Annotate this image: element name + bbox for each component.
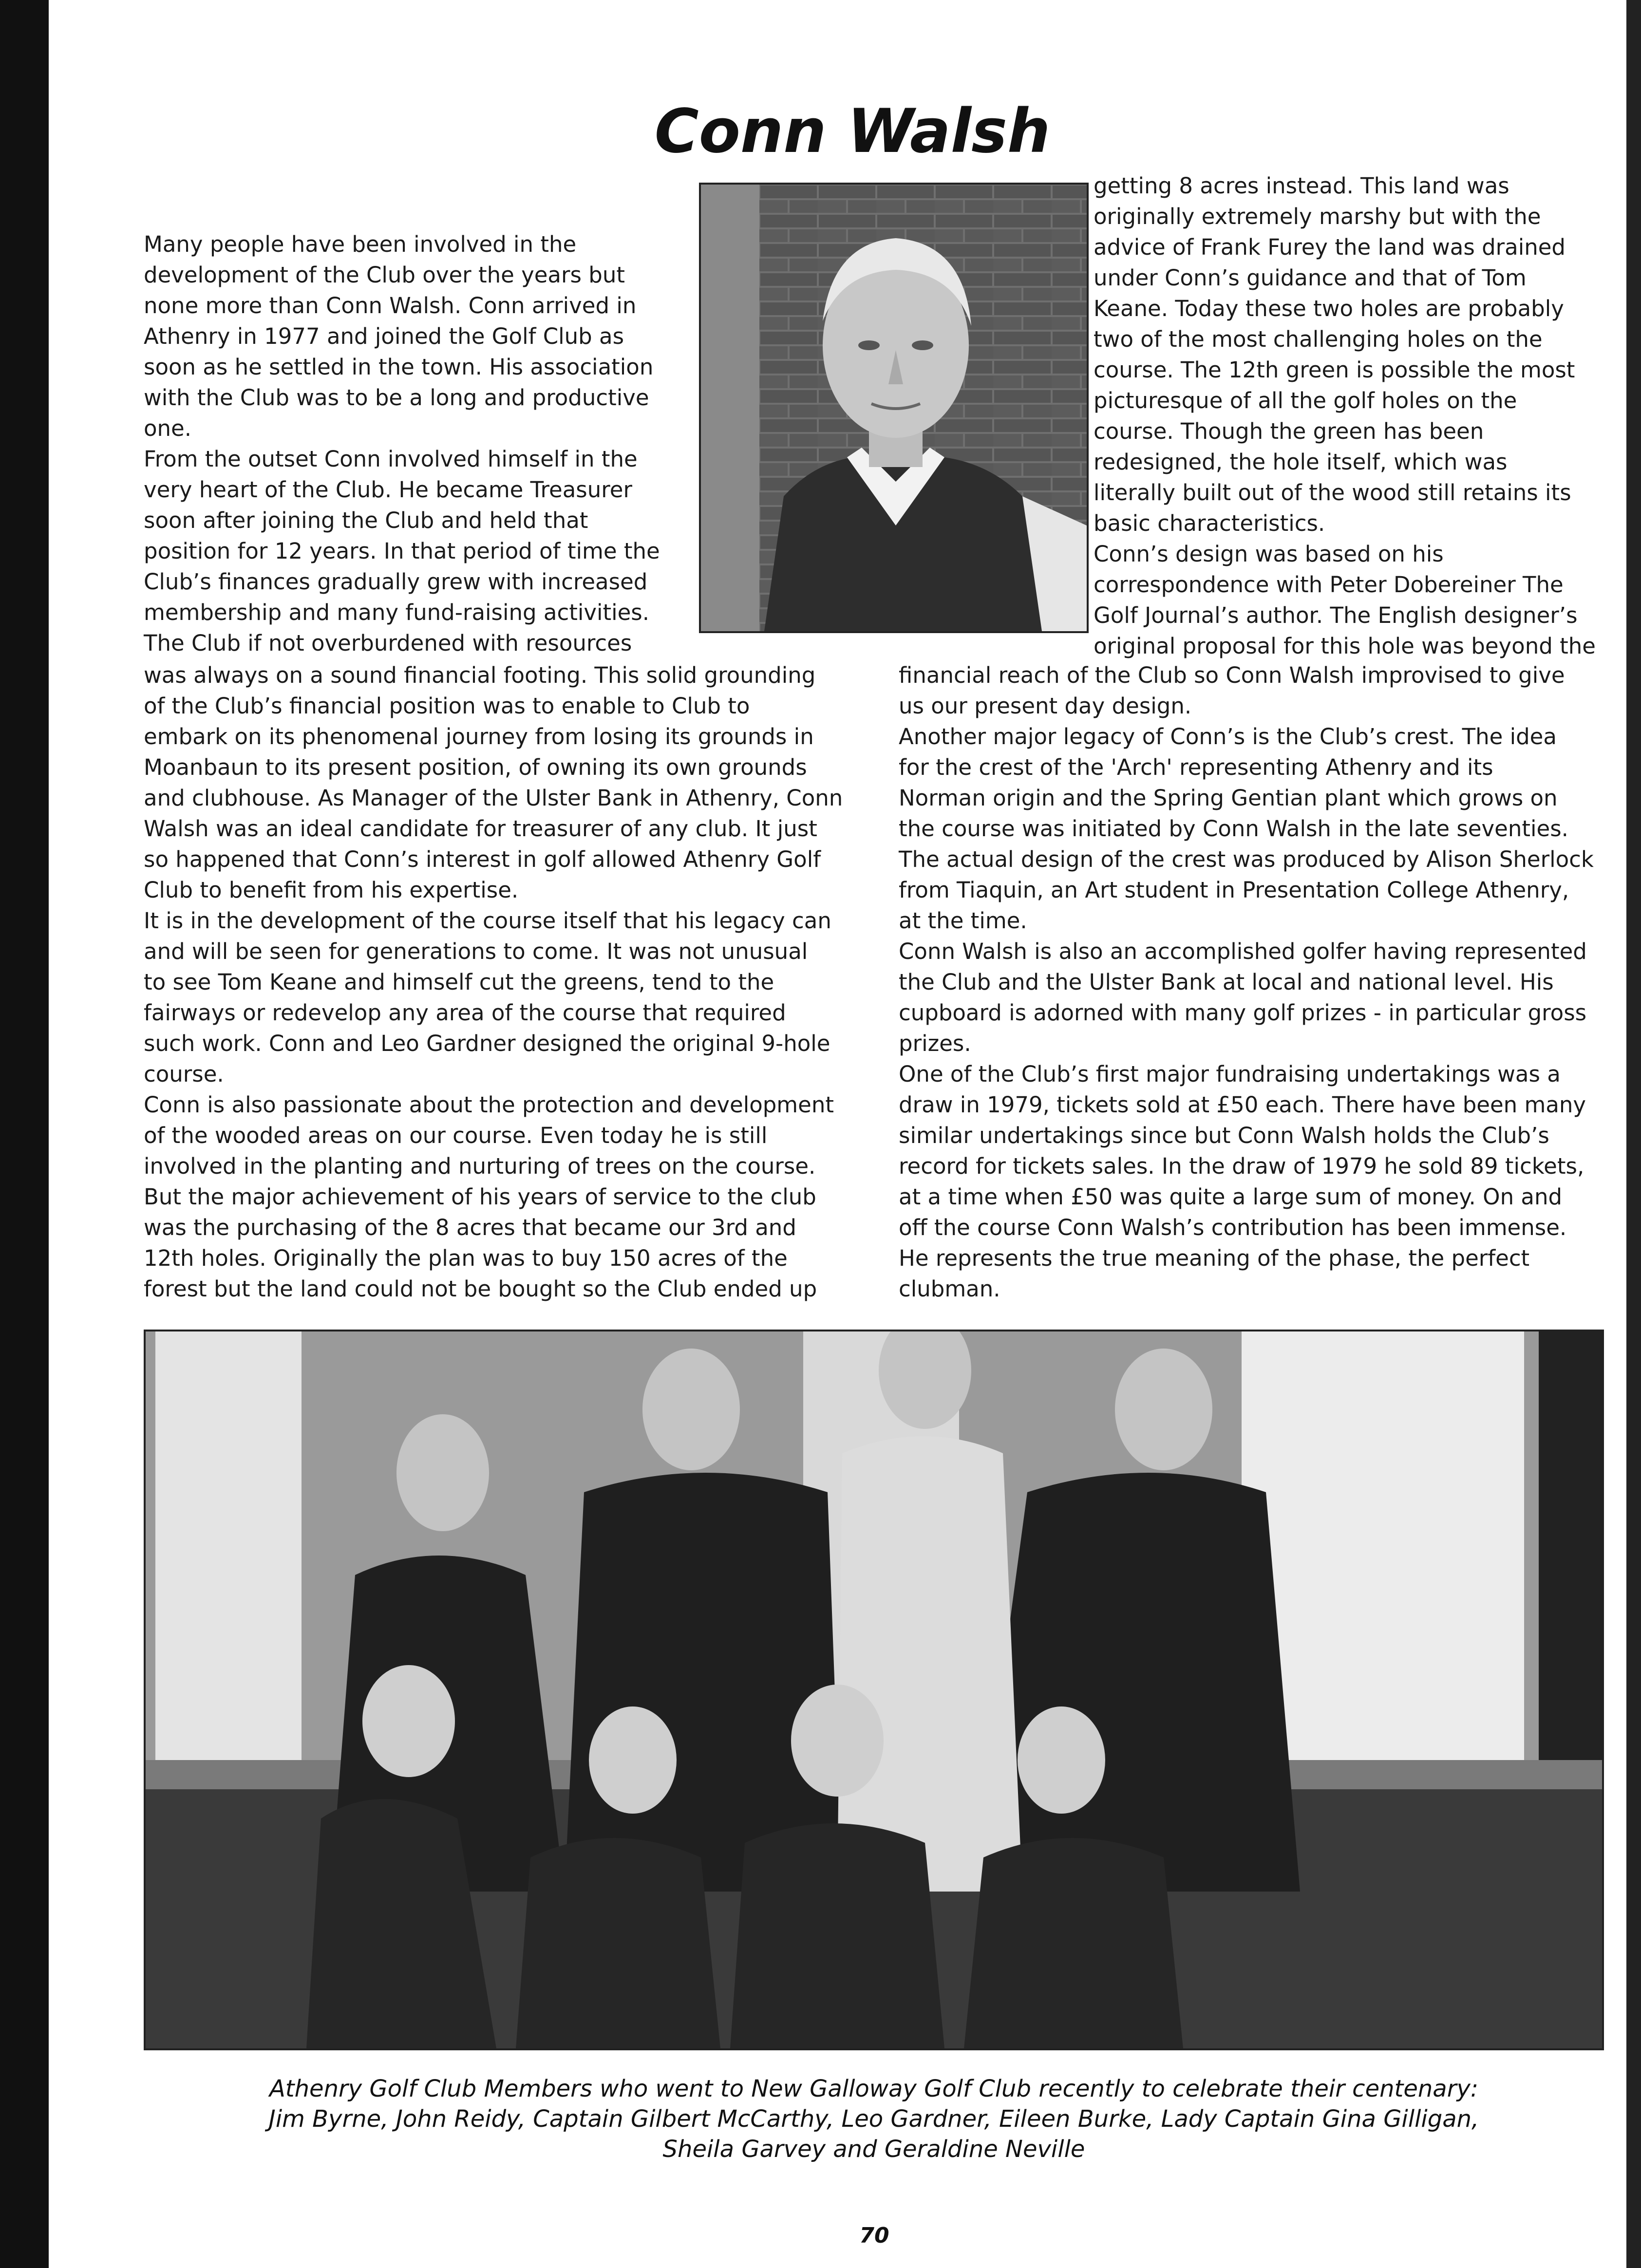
- scan-right-edge: [1626, 0, 1641, 2268]
- caption-line: Jim Byrne, John Reidy, Captain Gilbert McCarthy, Leo Gardner, Eileen Burke, Lady Captain Gina Gilligan,: [268, 2105, 1479, 2133]
- group-photo-image: [146, 1331, 1602, 2048]
- article-paragraph: was always on a sound financial footing. This solid grounding of the Club’s financial position was to enable to Club to embark on its phenomenal journey from losing its grounds in Moanbaun to its present position, of owning its own grounds and clubhouse. As Manager of the Ulster Bank in Athenry, Conn Walsh was an ideal candidate for treasurer of any club. It just so happened that Conn’s interest in golf allowed Athenry Golf Club to benefit from his expertise. It is in the development of the course itself that his legacy can and will be seen for generations to come. It was not unusual to see Tom Keane and himself cut the greens, tend to the fairways or redevelop any area of the course that required such work. Conn and Leo Gardner designed the original 9-hole course. Conn is also passionate about the protection and development of the wooded areas on our course. Even today he is still involved in the planting and nurturing of trees on the course. But the major achievement of his years of service to the club was the purchasing of the 8 acres that became our 3rd and 12th holes. Originally the plan was to buy 150 acres of the forest but the land could not be bought so the Club ended up: [144, 662, 843, 1302]
- group-photo: [144, 1330, 1604, 2050]
- page-title: Conn Walsh: [654, 96, 1051, 167]
- article-paragraph: financial reach of the Club so Conn Walsh improvised to give us our present day design. Another major legacy of Conn’s is the Club’s crest. The idea for the crest of the 'Arch' representing Athenry and its Norman origin and the Spring Gentian plant which grows on the course was initiated by Conn Walsh in the late seventies. The actual design of the crest was produced by Alison Sherlock from Tiaquin, an Art student in Presentation College Athenry, at the time. Conn Walsh is also an accomplished golfer having represented the Club and the Ulster Bank at local and national level. His cupboard is adorned with many golf prizes - in particular gross prizes. One of the Club’s first major fundraising undertakings was a draw in 1979, tickets sold at £50 each. There have been many similar undertakings since but Conn Walsh holds the Club’s record for tickets sales. In the draw of 1979 he sold 89 tickets, at a time when £50 was quite a large sum of money. On and off the course Conn Walsh’s contribution has been immense. He represents the true meaning of the phase, the perfect clubman.: [899, 662, 1594, 1302]
- article-paragraph: Many people have been involved in the development of the Club over the years but none more than Conn Walsh. Conn arrived in Athenry in 1977 and joined the Golf Club as soon as he settled in the town. His association with the Club was to be a long and productive one. From the outset Conn involved himself in the very heart of the Club. He became Treasurer soon after joining the Club and held that position for 12 years. In that period of time the Club’s finances gradually grew with increased membership and many fund-raising activities. The Club if not overburdened with resources: [144, 231, 660, 656]
- article-left-column-top: [144, 229, 694, 658]
- portrait-photo: [699, 183, 1089, 633]
- caption-line: Athenry Golf Club Members who went to New Galloway Golf Club recently to celebrate their centenary:: [269, 2075, 1479, 2102]
- page-number: 70: [859, 2223, 889, 2248]
- caption-line: Sheila Garvey and Geraldine Neville: [662, 2136, 1085, 2163]
- scan-left-edge: [0, 0, 49, 2268]
- portrait-photo-image: [701, 185, 1087, 631]
- photo-caption: [144, 2074, 1604, 2164]
- article-right-column-top: [1094, 170, 1605, 661]
- article-paragraph: getting 8 acres instead. This land was originally extremely marshy but with the advice of Frank Furey the land was drained under Conn’s guidance and that of Tom Keane. Today these two holes are probably two of the most challenging holes on the course. The 12th green is possible the most picturesque of all the golf holes on the course. Though the green has been redesigned, the hole itself, which was literally built out of the wood still retains its basic characteristics. Conn’s design was based on his correspondence with Peter Dobereiner The Golf Journal’s author. The English designer’s original proposal for this hole was beyond the: [1094, 173, 1596, 659]
- article-left-column-bottom: [144, 660, 850, 1304]
- article-right-column-bottom: [899, 660, 1605, 1304]
